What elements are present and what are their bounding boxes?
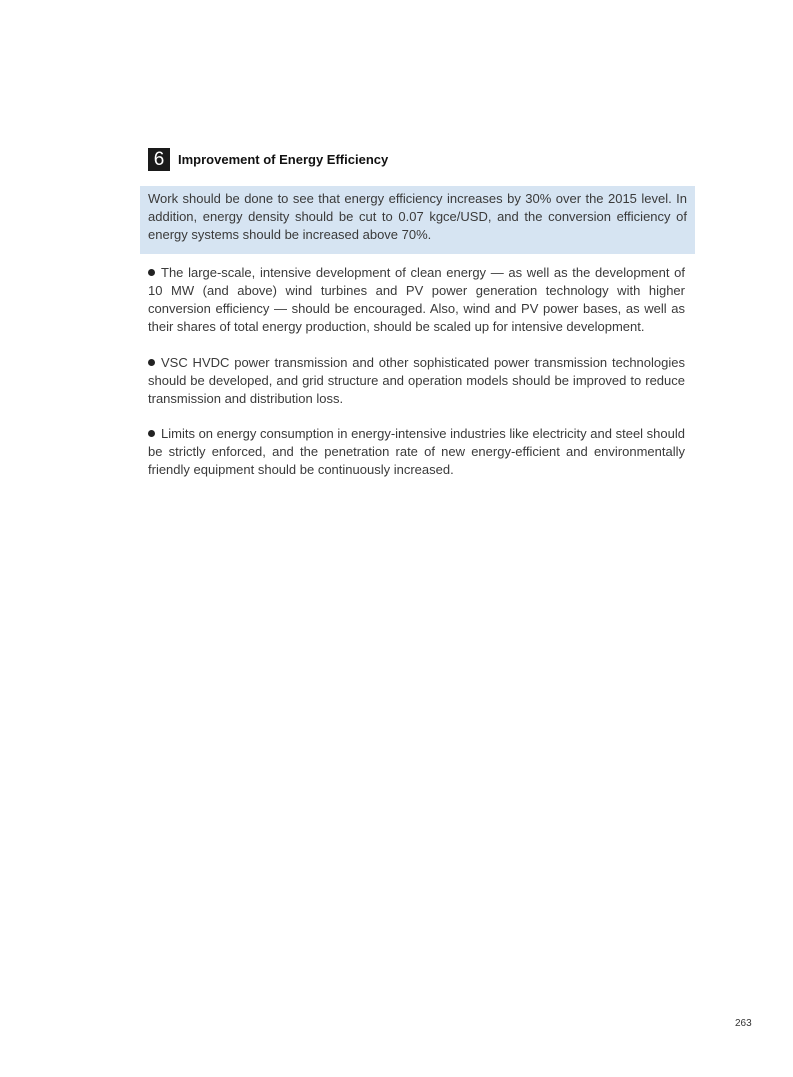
bullet-text: VSC HVDC power transmission and other sophisticated power transmission technologies should be developed, and grid structure and operation models should be improved to reduce transmission and distribution loss. bbox=[148, 355, 685, 406]
section-title: Improvement of Energy Efficiency bbox=[178, 152, 389, 167]
summary-box: Work should be done to see that energy efficiency increases by 30% over the 2015 level. In addition, energy density should be cut to 0.07 kgce/USD, and the conversion efficiency of energy systems should be increased above 70%. bbox=[140, 186, 695, 254]
bullet-paragraph bbox=[148, 425, 685, 479]
bullet-icon bbox=[148, 430, 155, 437]
page-number: 263 bbox=[735, 1018, 752, 1029]
bullet-icon bbox=[148, 359, 155, 366]
bullet-text: The large-scale, intensive development of clean energy — as well as the development of 10 MW (and above) wind turbines and PV power generation technology with higher conversion efficiency — should be encouraged. Also, wind and PV power bases, as well as their shares of total energy production, should be scaled up for intensive development. bbox=[148, 265, 685, 334]
bullet-paragraph bbox=[148, 354, 685, 408]
section-number: 6 bbox=[148, 148, 170, 171]
section-heading bbox=[148, 148, 388, 171]
bullet-text: Limits on energy consumption in energy-intensive industries like electricity and steel should be strictly enforced, and the penetration rate of new energy-efficient and environmentally friendly equipment should be continuously increased. bbox=[148, 426, 685, 477]
bullet-icon bbox=[148, 269, 155, 276]
bullet-paragraph bbox=[148, 264, 685, 336]
